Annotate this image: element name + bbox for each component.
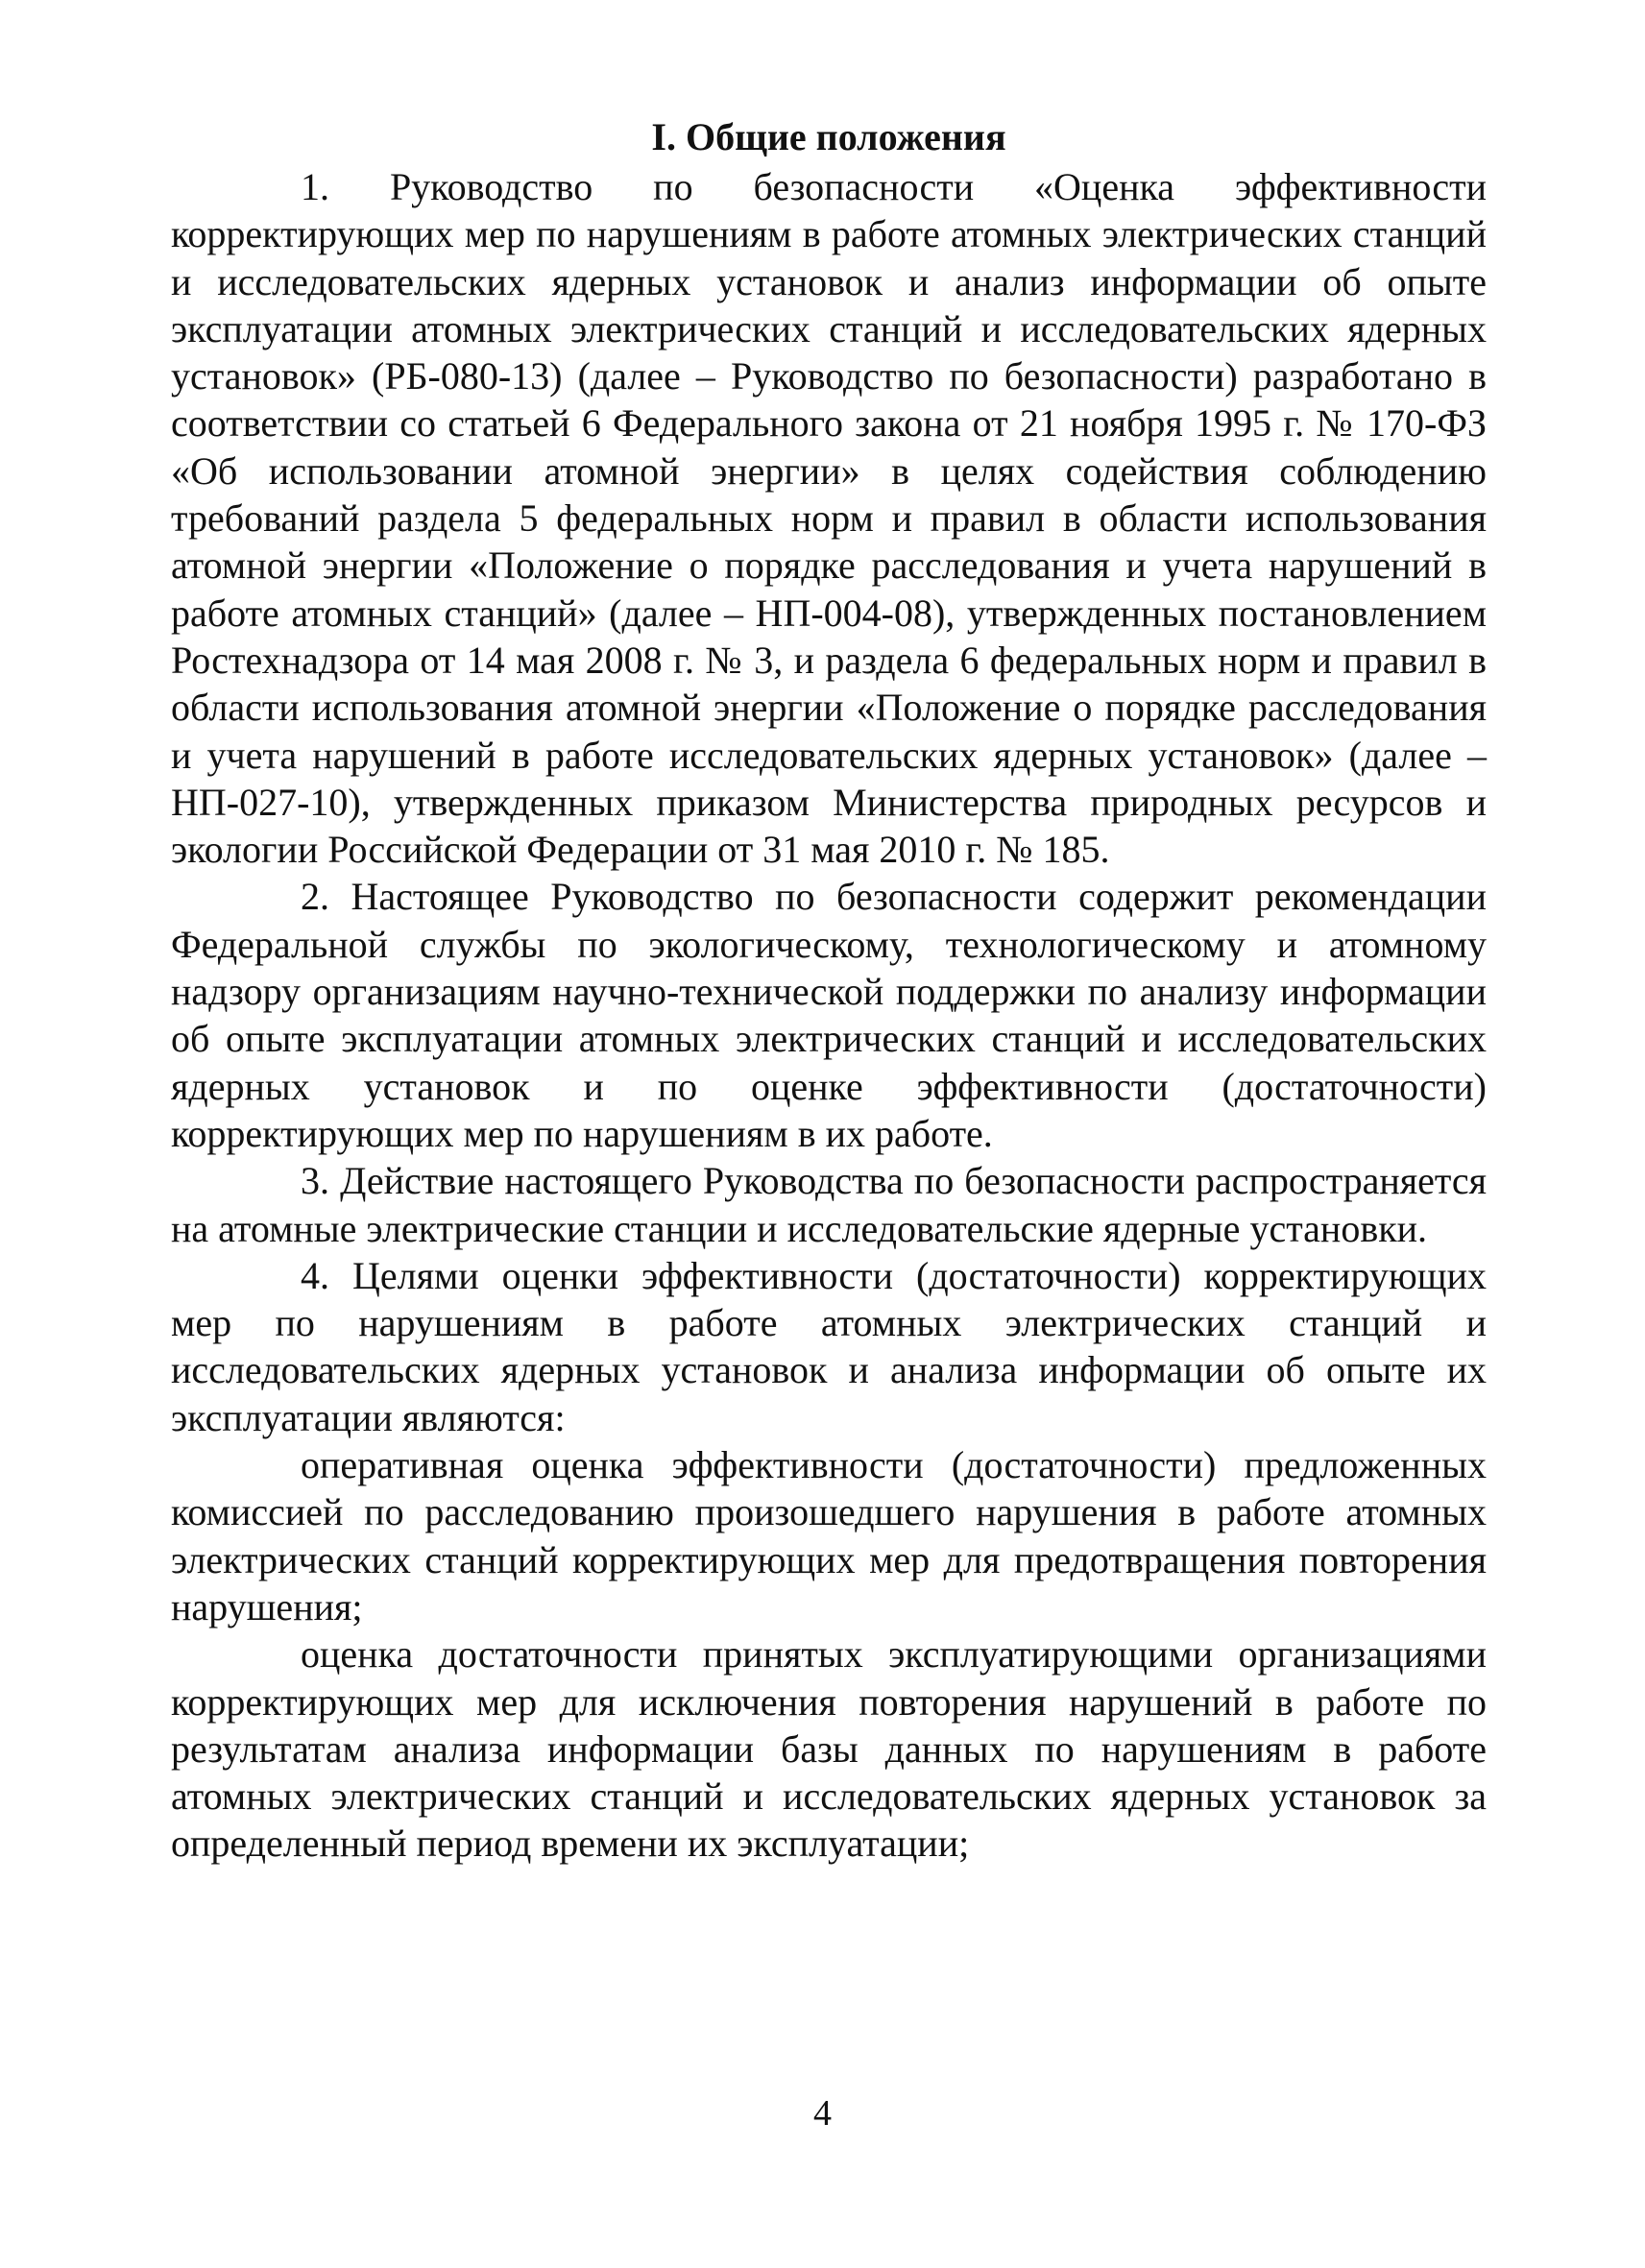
paragraph-2 (171, 873, 1487, 1157)
section-title: I. Общие положения (651, 115, 1006, 158)
paragraph-text: оперативная оценка эффективности (достаточности) предложенных комиссией по расследованию произошедшего нарушения в работе атомных электрических станций корректирующих мер для предотвращения повторения нарушения; (171, 1443, 1487, 1629)
paragraph-number: 1. (301, 165, 329, 208)
paragraph-text: Руководство по безопасности «Оценка эффективности корректирующих мер по нарушениям в работе атомных электрических станций и исследовательских ядерных установок и анализ информации об опыте эксплуатации атомных электрических станций и исследовательских ядерных установок» (РБ-080-13) (далее – Руководство по безопасности) разработано в соответствии со статьей 6 Федерального закона от 21 ноября 1995 г. № 170-ФЗ «Об использовании атомной энергии» в целях содействия соблюдению требований раздела 5 федеральных норм и правил в области использования атомной энергии «Положение о порядке расследования и учета нарушений в работе атомных станций» (далее – НП-004-08), утвержденных постановлением Ростехнадзора от 14 мая 2008 г. № 3, и раздела 6 федеральных норм и правил в области использования атомной энергии «Положение о порядке расследования и учета нарушений в работе исследовательских ядерных установок» (далее – НП-027-10), утвержденных приказом Министерства природных ресурсов и экологии Российской Федерации от 31 мая 2010 г. № 185. (171, 165, 1488, 872)
paragraph-number: 3. (301, 1159, 329, 1203)
paragraph-number: 2. (301, 875, 329, 919)
list-item-sufficiency-assessment (171, 1630, 1487, 1867)
paragraph-text: Действие настоящего Руководства по безопасности распространяется на атомные электрические станции и исследовательские ядерные установки. (171, 1159, 1487, 1250)
page-content (171, 113, 1487, 1868)
paragraph-3 (171, 1157, 1487, 1252)
paragraph-1 (171, 163, 1487, 873)
list-item-operational-assessment (171, 1441, 1487, 1630)
paragraph-text: Настоящее Руководство по безопасности содержит рекомендации Федеральной службы по экологическому, технологическому и атомному надзору организациям научно-технической поддержки по анализу информации об опыте эксплуатации атомных электрических станций и исследовательских ядерных установок и по оценке эффективности (достаточности) корректирующих мер по нарушениям в их работе. (171, 875, 1487, 1155)
page-number: 4 (813, 2093, 832, 2134)
paragraph-4 (171, 1252, 1487, 1441)
paragraph-number: 4. (301, 1253, 329, 1297)
paragraph-text: Целями оценки эффективности (достаточности) корректирующих мер по нарушениям в работе атомных электрических станций и исследовательских ядерных установок и анализа информации об опыте их эксплуатации являются: (171, 1253, 1487, 1439)
paragraph-text: оценка достаточности принятых эксплуатирующими организациями корректирующих мер для исключения повторения нарушений в работе по результатам анализа информации базы данных по нарушениям в работе атомных электрических станций и исследовательских ядерных установок за определенный период времени их эксплуатации; (171, 1632, 1487, 1866)
